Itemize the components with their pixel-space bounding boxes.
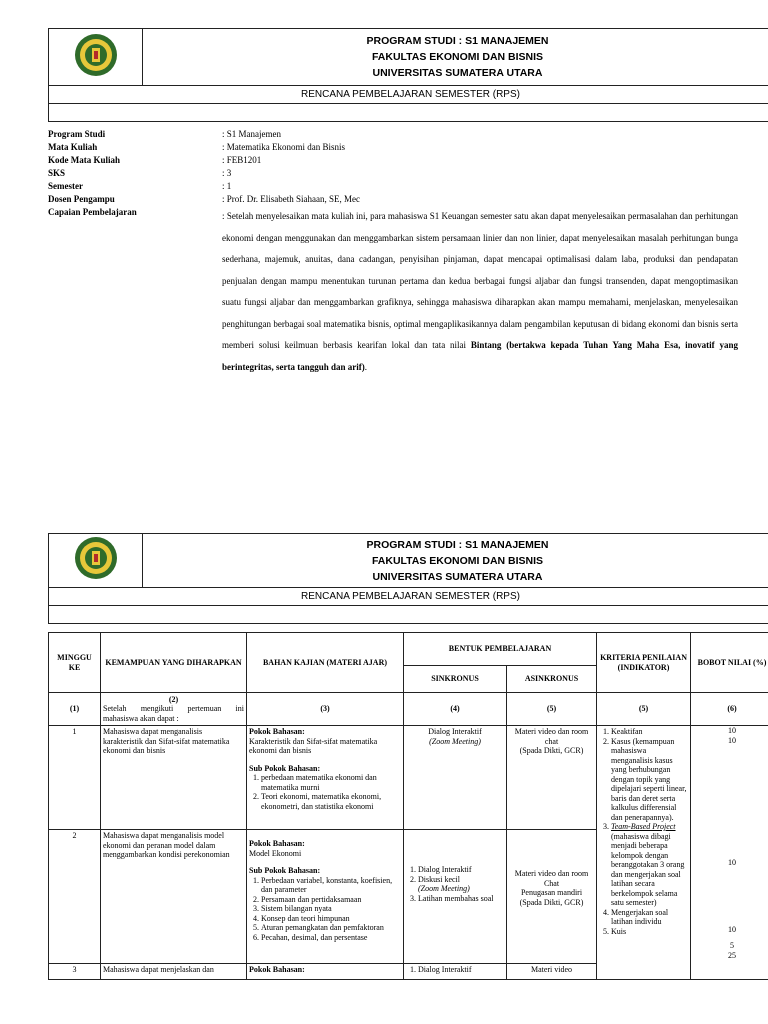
outcome-body: : Setelah menyelesaikan mata kuliah ini, para mahasiswa S1 Keuangan semester satu akan dapat menyelesaikan permasalahan dan perhitungan ekonomi dengan menggunakan dan menggambarkan sistem persamaan linier dan non linier, dapat menyelesaikan masalah perhitungan bunga sederhana, majemuk, anuitas, dana cadangan, penyisihan pinjaman, dapat mencapai optimalisasi dalam laba, produksi dan pendapatan penjualan dengan mampu menentukan turunan pertama dan kedua berbagai fungsi aljabar dan fungsi transenden, dapat mengoptimasikan suatu fungsi aljabar dan menggambarkan grafiknya, sehingga mahasiswa diharapkan akan mampu memahami, menjelaskan, menyelesaikan penghitungan berbagai soal matematika bisnis, optimal mengaplikasikannya dalam pengambilan keputusan di bidang ekonomi dan bisnis serta memberi solusi keilmuan berbasis kearifan lokal dan tata nilai: [222, 211, 738, 350]
row2-pokok-label: Pokok Bahasan:: [249, 839, 305, 848]
list-item: 6. Pecahan, desimal, dan persentase: [261, 933, 401, 943]
list-item: 4. Konsep dan teori himpunan: [261, 914, 401, 924]
row1-pokok: Karakteristik dan Sifat-sifat matematika ekonomi dan bisnis: [249, 736, 378, 755]
weight-2: 10: [728, 735, 737, 745]
course-label: Mata Kuliah: [48, 142, 98, 152]
semester-value: : 1: [222, 181, 232, 191]
list-item: 3. Latihan membahas soal: [418, 894, 504, 904]
row2-sync: [404, 830, 507, 964]
row3-week: 3: [49, 964, 101, 980]
row1-async-1: Materi video dan room: [514, 727, 589, 736]
num-2: (2): [168, 694, 179, 704]
num-5: (5): [507, 693, 597, 726]
weight-3: 10: [728, 858, 737, 867]
program-label: Program Studi: [48, 129, 106, 139]
logo-cell: [49, 29, 143, 86]
header-sync: SINKRONUS: [404, 666, 507, 693]
weight-5: 5: [730, 941, 735, 950]
code-value: : FEB1201: [222, 155, 262, 165]
header-second: [48, 533, 768, 624]
row2-async-2: Chat: [543, 878, 560, 888]
row3-ability: Mahasiswa dapat menjelaskan dan: [101, 964, 247, 980]
header-ability: KEMAMPUAN YANG DIHARAPKAN: [101, 633, 247, 693]
num-4: (4): [404, 693, 507, 726]
header-titles-2: [143, 534, 768, 588]
row1-sync-italic: (Zoom Meeting): [429, 736, 481, 746]
sync-italic: (Zoom Meeting): [418, 884, 470, 893]
row3-async: Materi video: [507, 964, 597, 980]
row2-week: 2: [49, 830, 101, 964]
outcome-label: Capaian Pembelajaran: [48, 207, 137, 217]
row1-sub-list: [249, 773, 401, 811]
num-7: (6): [691, 693, 768, 726]
university-seal-icon: [74, 536, 118, 580]
course-info: [48, 128, 738, 378]
row1-sub-label: Sub Pokok Bahasan:: [249, 763, 321, 773]
header-material: BAHAN KAJIAN (MATERI AJAR): [247, 633, 404, 693]
logo-cell-2: [49, 534, 143, 588]
row1-async-3: (Spada Dikti, GCR): [519, 746, 584, 755]
header-async: ASINKRONUS: [507, 666, 597, 693]
header-titles: [143, 29, 768, 86]
list-item: [611, 822, 688, 908]
row1-ability: Mahasiswa dapat menganalisis karakteristik dan Sifat-sifat matematika ekonomi dan bisnis: [101, 726, 247, 830]
course-value: : Matematika Ekonomi dan Bisnis: [222, 142, 345, 152]
num-1: (1): [49, 693, 101, 726]
list-item: 3. Sistem bilangan nyata: [261, 904, 401, 914]
row1-async-2: chat: [544, 736, 559, 746]
row3-pokok-label: Pokok Bahasan:: [247, 964, 404, 980]
university-seal-icon: [74, 33, 118, 77]
row1-sync: [404, 726, 507, 830]
team-project-desc: (mahasiswa dibagi menjadi beberapa kelompok dengan beranggotakan 3 orang dan mengerjakan soal latihan secara berkelompok selama satu semester): [611, 831, 685, 907]
blank-row-2: [49, 606, 768, 624]
rps-table: [48, 632, 768, 980]
list-item: 4. Mengerjakan soal latihan individu: [611, 908, 688, 927]
sks-label: SKS: [48, 168, 66, 178]
weight-6: 25: [728, 950, 737, 960]
header-weight: BOBOT NILAI (%): [691, 633, 768, 693]
university-line: UNIVERSITAS SUMATERA UTARA: [372, 67, 543, 79]
team-project: Team-Based Project: [611, 822, 676, 831]
row2-sync-list: [406, 865, 504, 903]
sync-diskusi: Diskusi kecil: [418, 874, 460, 884]
program-line: PROGRAM STUDI : S1 MANAJEMEN: [366, 35, 549, 47]
num-2-cell: [101, 693, 247, 726]
row2-ability: Mahasiswa dapat menganalisis model ekonomi dan peranan model dalam menggambarkan kondisi perekonomian: [101, 830, 247, 964]
row1-week: 1: [49, 726, 101, 830]
row3-sync-list: [406, 965, 504, 975]
list-item: 1. Perbedaan variabel, konstanta, koefisien, dan parameter: [261, 876, 401, 895]
header-criteria: KRITERIA PENILAIAN (INDIKATOR): [597, 633, 691, 693]
row2-async-1: Materi video dan room: [514, 869, 589, 878]
outcome-values: Bintang (bertakwa kepada Tuhan Yang Maha Esa, inovatif yang berintegritas, serta tangguh dan arif): [222, 340, 738, 372]
semester-label: Semester: [48, 181, 83, 191]
num-6: (5): [597, 693, 691, 726]
lecturer-value: : Prof. Dr. Elisabeth Siahaan, SE, Mec: [222, 194, 360, 204]
row2-pokok: Model Ekonomi: [249, 848, 302, 858]
weight-1: 10: [728, 726, 737, 735]
list-item: 1. perbedaan matematika ekonomi dan matematika murni: [261, 773, 401, 792]
list-item: 2. Persamaan dan pertidaksamaan: [261, 895, 401, 905]
num-3: (3): [247, 693, 404, 726]
faculty-line: FAKULTAS EKONOMI DAN BISNIS: [371, 51, 544, 63]
program-value: : S1 Manajemen: [222, 129, 281, 139]
row1-material: [247, 726, 404, 830]
header-form: BENTUK PEMBELAJARAN: [404, 633, 597, 666]
list-item: 5. Kuis: [611, 927, 688, 937]
list-item: [418, 875, 504, 894]
program-line: PROGRAM STUDI : S1 MANAJEMEN: [366, 538, 549, 551]
rps-title-2: RENCANA PEMBELAJARAN SEMESTER (RPS): [49, 588, 768, 606]
header-top: [48, 28, 768, 122]
row2-async: [507, 830, 597, 964]
row2-sub-list: [249, 876, 401, 943]
outcome-end: .: [364, 361, 367, 372]
row1-pokok-label: Pokok Bahasan:: [249, 727, 305, 736]
criteria-cell: [597, 726, 691, 980]
blank-row: [49, 104, 768, 122]
row2-async-3: Penugasan mandiri: [520, 888, 583, 897]
list-item: 5. Aturan pemangkatan dan pemfaktoran: [261, 923, 401, 933]
list-item: 1. Keaktifan: [611, 727, 688, 737]
list-item: 2. Teori ekonomi, matematika ekonomi, ekonometri, dan statistika ekonomi: [261, 792, 401, 811]
rps-title: RENCANA PEMBELAJARAN SEMESTER (RPS): [49, 86, 768, 104]
row2-async-4: (Spada Dikti, GCR): [519, 897, 584, 907]
lecturer-label: Dosen Pengampu: [48, 194, 115, 204]
row2-material: [247, 830, 404, 964]
header-week: MINGGU KE: [49, 633, 101, 693]
row1-sync-text: Dialog Interaktif: [428, 727, 482, 736]
list-item: 2. Kasus (kemampuan mahasiswa menganalisis kasus yang berhubungan dengan topik yang dipelajari seperti linear, baris dan deret serta kalkulus differensial dan penerapannya).: [611, 737, 688, 823]
outcome-text: [222, 206, 738, 378]
list-item: 1. Dialog Interaktif: [418, 865, 504, 875]
row2-sub-label: Sub Pokok Bahasan:: [249, 866, 321, 875]
faculty-line: FAKULTAS EKONOMI DAN BISNIS: [371, 554, 544, 567]
sks-value: : 3: [222, 168, 232, 178]
weight-cell: [691, 726, 768, 980]
row3-sync: [404, 964, 507, 980]
code-label: Kode Mata Kuliah: [48, 155, 121, 165]
num-2-text: Setelah mengikuti pertemuan ini mahasiswa akan dapat :: [103, 704, 244, 723]
criteria-list: [599, 727, 688, 936]
weight-4: 10: [728, 924, 737, 934]
university-line: UNIVERSITAS SUMATERA UTARA: [372, 570, 543, 583]
row1-async: [507, 726, 597, 830]
list-item: 1. Dialog Interaktif: [418, 965, 504, 975]
